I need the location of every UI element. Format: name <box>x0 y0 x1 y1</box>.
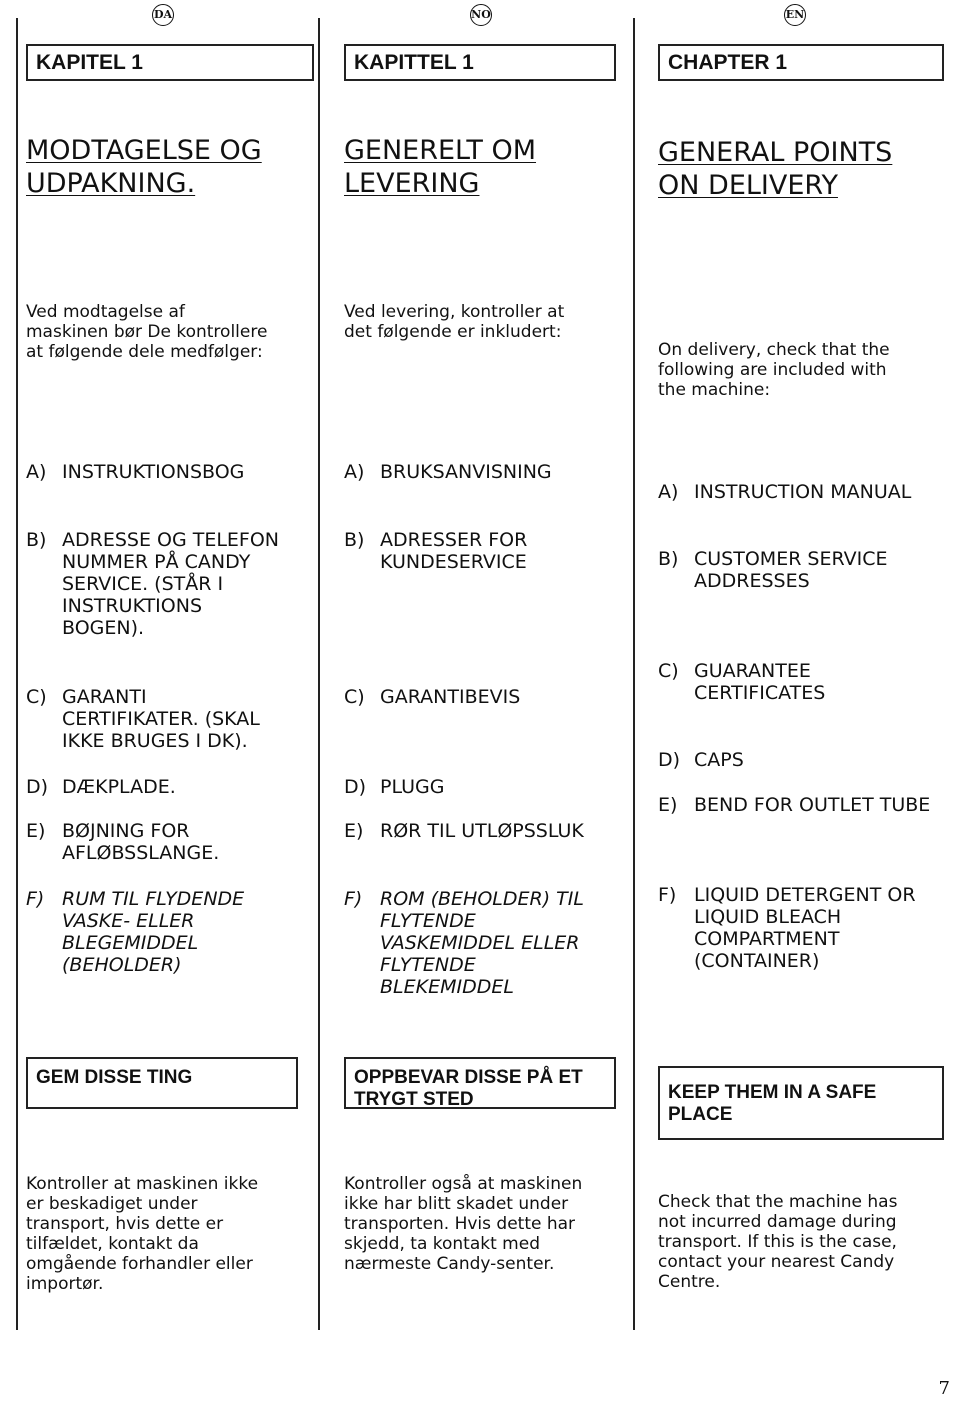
title-line: UDPAKNING. <box>26 168 196 199</box>
intro-text <box>26 302 267 362</box>
list-item <box>344 820 584 842</box>
column-english <box>658 0 950 1409</box>
item-line: KUNDESERVICE <box>380 551 527 573</box>
item-line: SERVICE. (STÅR I <box>62 573 224 595</box>
item-line: ADRESSE OG TELEFON <box>62 529 280 551</box>
intro-line: at følgende dele medfølger: <box>26 342 263 362</box>
item-line: FLYTENDE <box>380 910 476 932</box>
item-line: BLEKEMIDDEL <box>380 976 514 998</box>
list-item <box>26 888 244 976</box>
list-item <box>26 461 244 483</box>
list-item <box>658 749 744 771</box>
item-letter: F) <box>658 884 677 906</box>
item-line: ROM (BEHOLDER) TIL <box>380 888 584 910</box>
note-line: transport, hvis dette er <box>26 1214 224 1234</box>
item-letter: C) <box>26 686 47 708</box>
item-line: LIQUID BLEACH <box>694 906 842 928</box>
damage-note <box>344 1174 582 1274</box>
note-line: Centre. <box>658 1272 721 1292</box>
note-line: importør. <box>26 1274 104 1294</box>
note-line: Check that the machine has <box>658 1192 898 1212</box>
item-line: COMPARTMENT <box>694 928 840 950</box>
note-line: transport. If this is the case, <box>658 1232 897 1252</box>
item-line: INSTRUKTIONSBOG <box>62 461 245 483</box>
item-letter: E) <box>344 820 364 842</box>
item-letter: D) <box>344 776 367 798</box>
title-line: ON DELIVERY <box>658 170 838 201</box>
item-letter: F) <box>26 888 45 910</box>
item-letter: C) <box>658 660 679 682</box>
keep-safe-box <box>344 1057 616 1109</box>
item-line: BRUKSANVISNING <box>380 461 552 483</box>
item-line: RØR TIL UTLØPSSLUK <box>380 820 584 842</box>
item-letter: A) <box>26 461 47 483</box>
item-letter: A) <box>658 481 679 503</box>
item-letter: B) <box>26 529 47 551</box>
title-line: MODTAGELSE OG <box>26 135 262 166</box>
item-letter: B) <box>658 548 679 570</box>
intro-line: det følgende er inkludert: <box>344 322 562 342</box>
lang-badge-en: EN <box>784 4 806 26</box>
list-item <box>658 660 825 704</box>
note-line: er beskadiget under <box>26 1194 198 1214</box>
list-item <box>658 794 930 816</box>
title-line: GENERAL POINTS <box>658 137 893 168</box>
column-norwegian <box>344 0 636 1409</box>
item-letter: E) <box>26 820 46 842</box>
note-line: ikke har blitt skadet under <box>344 1194 569 1214</box>
note-line: Kontroller at maskinen ikke <box>26 1174 259 1194</box>
keep-line: GEM DISSE TING <box>36 1067 193 1088</box>
item-line: ADRESSER FOR <box>380 529 528 551</box>
item-line: LIQUID DETERGENT OR <box>694 884 916 906</box>
item-line: (BEHOLDER) <box>62 954 182 976</box>
list-item <box>658 884 916 972</box>
intro-line: maskinen bør De kontrollere <box>26 322 268 342</box>
item-line: GARANTI <box>62 686 147 708</box>
section-title <box>26 134 262 200</box>
item-letter: E) <box>658 794 678 816</box>
list-item <box>658 481 911 503</box>
list-item <box>26 776 176 798</box>
note-line: nærmeste Candy-senter. <box>344 1254 555 1274</box>
keep-line: TRYGT STED <box>354 1089 474 1110</box>
item-line: BOGEN). <box>62 617 145 639</box>
item-line: INSTRUCTION MANUAL <box>694 481 912 503</box>
damage-note <box>658 1192 897 1292</box>
item-line: GUARANTEE <box>694 660 811 682</box>
item-line: GARANTIBEVIS <box>380 686 521 708</box>
item-line: NUMMER PÅ CANDY <box>62 551 251 573</box>
item-line: CERTIFIKATER. (SKAL <box>62 708 260 730</box>
item-line: FLYTENDE <box>380 954 476 976</box>
item-line: BEND FOR OUTLET TUBE <box>694 794 931 816</box>
chapter-heading: KAPITTEL 1 <box>344 44 616 81</box>
item-line: IKKE BRUGES I DK). <box>62 730 248 752</box>
intro-text <box>658 340 890 400</box>
list-item <box>658 548 888 592</box>
item-line: CUSTOMER SERVICE <box>694 548 888 570</box>
intro-line: following are included with <box>658 360 887 380</box>
note-line: contact your nearest Candy <box>658 1252 895 1272</box>
item-line: (CONTAINER) <box>694 950 820 972</box>
keep-line: KEEP THEM IN A SAFE <box>668 1082 877 1103</box>
chapter-heading: CHAPTER 1 <box>658 44 944 81</box>
keep-line: OPPBEVAR DISSE PÅ ET <box>354 1067 583 1088</box>
note-line: transporten. Hvis dette har <box>344 1214 576 1234</box>
list-item <box>344 461 552 483</box>
list-item <box>344 686 520 708</box>
title-line: GENERELT OM <box>344 135 537 166</box>
keep-line: PLACE <box>668 1104 733 1125</box>
column-divider <box>16 18 18 1330</box>
item-line: CERTIFICATES <box>694 682 826 704</box>
chapter-heading: KAPITEL 1 <box>26 44 314 81</box>
item-line: VASKE- ELLER <box>62 910 195 932</box>
list-item <box>344 776 444 798</box>
keep-safe-box <box>26 1057 298 1109</box>
list-item <box>26 529 279 639</box>
item-line: CAPS <box>694 749 744 771</box>
title-line: LEVERING <box>344 168 480 199</box>
note-line: tilfældet, kontakt da <box>26 1234 199 1254</box>
column-danish <box>26 0 318 1409</box>
note-line: Kontroller også at maskinen <box>344 1174 583 1194</box>
lang-badge-no: NO <box>470 4 492 26</box>
item-line: BLEGEMIDDEL <box>62 932 199 954</box>
item-letter: B) <box>344 529 365 551</box>
intro-text <box>344 302 564 342</box>
item-letter: D) <box>658 749 681 771</box>
item-line: RUM TIL FLYDENDE <box>62 888 245 910</box>
item-letter: C) <box>344 686 365 708</box>
lang-badge-da: DA <box>152 4 174 26</box>
list-item <box>344 888 584 998</box>
keep-safe-box <box>658 1066 944 1140</box>
damage-note <box>26 1174 258 1294</box>
section-title <box>344 134 536 200</box>
list-item <box>26 820 219 864</box>
section-title <box>658 136 892 202</box>
item-line: AFLØBSSLANGE. <box>62 842 220 864</box>
item-letter: A) <box>344 461 365 483</box>
item-line: INSTRUKTIONS <box>62 595 203 617</box>
item-letter: D) <box>26 776 49 798</box>
list-item <box>26 686 260 752</box>
item-line: BØJNING FOR <box>62 820 190 842</box>
item-letter: F) <box>344 888 363 910</box>
intro-line: the machine: <box>658 380 771 400</box>
note-line: skjedd, ta kontakt med <box>344 1234 540 1254</box>
note-line: not incurred damage during <box>658 1212 897 1232</box>
list-item <box>344 529 527 573</box>
intro-line: On delivery, check that the <box>658 340 890 360</box>
item-line: PLUGG <box>380 776 445 798</box>
item-line: ADDRESSES <box>694 570 810 592</box>
note-line: omgående forhandler eller <box>26 1254 253 1274</box>
item-line: DÆKPLADE. <box>62 776 176 798</box>
intro-line: Ved levering, kontroller at <box>344 302 565 322</box>
intro-line: Ved modtagelse af <box>26 302 185 322</box>
page-number: 7 <box>938 1378 950 1399</box>
item-line: VASKEMIDDEL ELLER <box>380 932 580 954</box>
column-divider <box>318 18 320 1330</box>
